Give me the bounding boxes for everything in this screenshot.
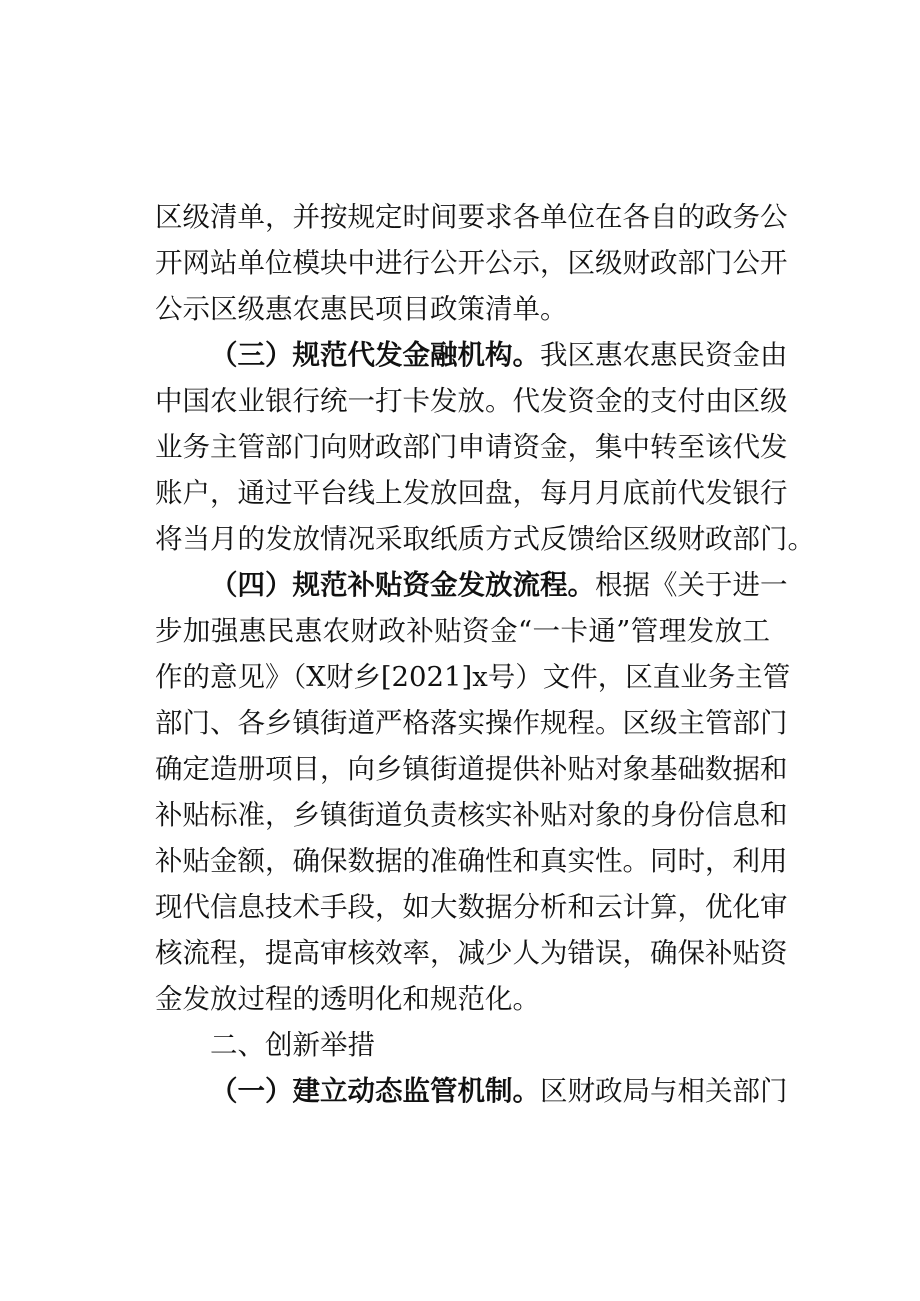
section-heading: 二、创新举措 bbox=[210, 1029, 375, 1061]
paragraph-3-text: 我区惠农惠民资金由 bbox=[540, 339, 788, 371]
text-line: 开网站单位模块中进行公开公示，区级财政部门公开 bbox=[155, 247, 788, 279]
text-line: 现代信息技术手段，如大数据分析和云计算，优化审 bbox=[155, 891, 788, 923]
text-line: 业务主管部门向财政部门申请资金，集中转至该代发 bbox=[155, 431, 788, 463]
text-line: 区级清单，并按规定时间要求各单位在各自的政务公 bbox=[155, 201, 788, 233]
text-line: 补贴金额，确保数据的准确性和真实性。同时，利用 bbox=[155, 845, 788, 877]
paragraph-3-first-line bbox=[210, 339, 788, 371]
text-line: 核流程，提高审核效率，减少人为错误，确保补贴资 bbox=[155, 937, 788, 969]
text-line: 步加强惠民惠农财政补贴资金“一卡通”管理发放工 bbox=[155, 615, 770, 647]
text-line: 中国农业银行统一打卡发放。代发资金的支付由区级 bbox=[155, 385, 788, 417]
text-line: 补贴标准，乡镇街道负责核实补贴对象的身份信息和 bbox=[155, 799, 788, 831]
section-2-paragraph-1-title: （一）建立动态监管机制。 bbox=[210, 1075, 540, 1107]
paragraph-4-first-line bbox=[210, 569, 788, 601]
text-line: 部门、各乡镇街道严格落实操作规程。区级主管部门 bbox=[155, 707, 788, 739]
text-line: 账户，通过平台线上发放回盘，每月月底前代发银行 bbox=[155, 477, 788, 509]
paragraph-3-title: （三）规范代发金融机构。 bbox=[210, 339, 540, 371]
text-line: 作的意见》（X财乡[2021]x号）文件，区直业务主管 bbox=[155, 661, 791, 693]
paragraph-4-text: 根据《关于进一 bbox=[595, 569, 788, 601]
section-2-paragraph-1-line bbox=[210, 1075, 788, 1107]
section-2-paragraph-1-text: 区财政局与相关部门 bbox=[540, 1075, 788, 1107]
paragraph-4-title: （四）规范补贴资金发放流程。 bbox=[210, 569, 595, 601]
text-line: 将当月的发放情况采取纸质方式反馈给区级财政部门。 bbox=[155, 523, 815, 555]
text-line: 公示区级惠农惠民项目政策清单。 bbox=[155, 293, 568, 325]
text-line: 金发放过程的透明化和规范化。 bbox=[155, 983, 540, 1015]
text-line: 确定造册项目，向乡镇街道提供补贴对象基础数据和 bbox=[155, 753, 788, 785]
